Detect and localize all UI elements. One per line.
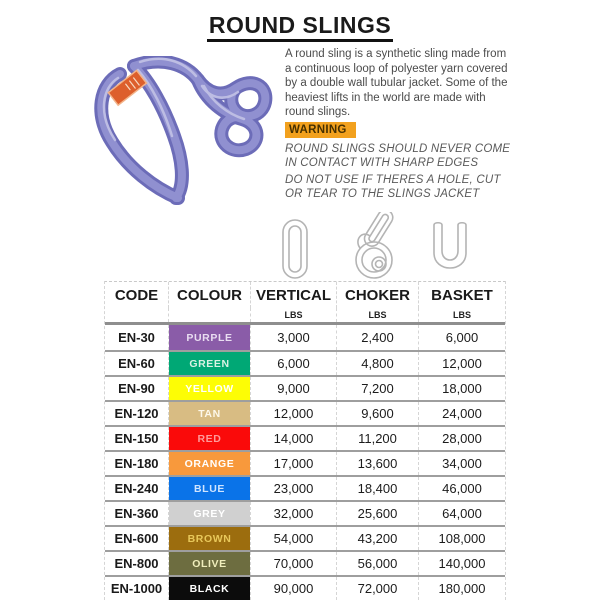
basket-lbs-cell: 18,000 — [442, 381, 482, 396]
choker-lbs-cell: 13,600 — [337, 452, 419, 475]
vertical-lbs-cell: 6,000 — [251, 352, 337, 375]
table-row — [105, 375, 505, 400]
units-spacer — [169, 308, 251, 322]
choker-lbs-cell: 43,200 — [337, 527, 419, 550]
vertical-lbs-cell: 23,000 — [251, 477, 337, 500]
table-row — [105, 325, 505, 350]
table-header-row — [105, 282, 505, 308]
code-cell: EN-240 — [105, 477, 169, 500]
vertical-hitch-icon — [280, 218, 310, 280]
basket-lbs-cell: 28,000 — [442, 431, 482, 446]
table-row — [105, 475, 505, 500]
vertical-lbs-cell: 32,000 — [251, 502, 337, 525]
colour-cell — [169, 377, 251, 400]
choker-lbs-cell: 9,600 — [337, 402, 419, 425]
colour-swatch: GREEN — [169, 352, 250, 375]
sling-capacity-table — [104, 281, 506, 600]
choker-lbs-cell: 72,000 — [337, 577, 419, 600]
choker-lbs-cell: 7,200 — [337, 377, 419, 400]
basket-lbs-cell: 140,000 — [438, 556, 486, 571]
vertical-lbs-cell: 14,000 — [251, 427, 337, 450]
code-cell: EN-90 — [105, 377, 169, 400]
page-title: ROUND SLINGS — [0, 12, 600, 39]
units-spacer — [105, 308, 169, 322]
warning-line-2: DO NOT USE IF THERES A HOLE, CUT OR TEAR TO THE SLINGS JACKET — [285, 174, 501, 200]
header-code: CODE — [105, 282, 169, 308]
colour-cell — [169, 325, 251, 350]
colour-swatch: TAN — [169, 402, 250, 425]
colour-swatch: YELLOW — [169, 377, 250, 400]
header-basket: BASKET — [431, 286, 493, 304]
basket-lbs-cell: 6,000 — [445, 330, 479, 345]
colour-cell — [169, 402, 251, 425]
warning-badge: WARNING — [285, 122, 356, 138]
colour-swatch: OLIVE — [169, 552, 250, 575]
table-units-row — [105, 308, 505, 322]
colour-cell — [169, 452, 251, 475]
colour-swatch: GREY — [169, 502, 250, 525]
table-row — [105, 450, 505, 475]
colour-swatch: PURPLE — [169, 325, 250, 350]
colour-cell — [169, 552, 251, 575]
basket-lbs-cell: 46,000 — [442, 481, 482, 496]
vertical-lbs-cell: 70,000 — [251, 552, 337, 575]
vertical-lbs-cell: 17,000 — [251, 452, 337, 475]
code-cell: EN-180 — [105, 452, 169, 475]
vertical-lbs-cell: 54,000 — [251, 527, 337, 550]
code-cell: EN-150 — [105, 427, 169, 450]
table-row — [105, 525, 505, 550]
table-row — [105, 350, 505, 375]
choker-lbs-cell: 4,800 — [337, 352, 419, 375]
code-cell: EN-1000 — [105, 577, 169, 600]
colour-swatch: RED — [169, 427, 250, 450]
choker-lbs-cell: 25,600 — [337, 502, 419, 525]
basket-lbs-cell: 34,000 — [442, 456, 482, 471]
colour-cell — [169, 352, 251, 375]
choker-lbs-cell: 11,200 — [337, 427, 419, 450]
intro-paragraph: A round sling is a synthetic sling made from a continuous loop of polyester yarn covered by a double wall tubular jacket. Some of the heaviest lifts in the world are made with round slings. — [285, 48, 508, 119]
basket-lbs-cell: 180,000 — [438, 581, 486, 596]
round-sling-photo — [90, 56, 275, 214]
colour-swatch: BLUE — [169, 477, 250, 500]
colour-cell — [169, 502, 251, 525]
code-cell: EN-360 — [105, 502, 169, 525]
table-row — [105, 500, 505, 525]
colour-swatch: BLACK — [169, 577, 250, 600]
basket-lbs-cell: 64,000 — [442, 506, 482, 521]
code-cell: EN-600 — [105, 527, 169, 550]
basket-lbs-cell: 12,000 — [442, 356, 482, 371]
choker-lbs-cell: 2,400 — [337, 325, 419, 350]
table-body — [105, 322, 505, 600]
units-label-choker: LBS — [337, 308, 419, 322]
code-cell: EN-30 — [105, 325, 169, 350]
table-row — [105, 425, 505, 450]
basket-lbs-cell: 24,000 — [442, 406, 482, 421]
vertical-lbs-cell: 9,000 — [251, 377, 337, 400]
colour-cell — [169, 527, 251, 550]
code-cell: EN-800 — [105, 552, 169, 575]
warning-line-1: ROUND SLINGS SHOULD NEVER COME IN CONTACT WITH SHARP EDGES — [285, 143, 511, 169]
colour-cell — [169, 427, 251, 450]
colour-swatch: ORANGE — [169, 452, 250, 475]
basket-lbs-cell: 108,000 — [438, 531, 486, 546]
vertical-lbs-cell: 3,000 — [251, 325, 337, 350]
code-cell: EN-60 — [105, 352, 169, 375]
vertical-lbs-cell: 90,000 — [251, 577, 337, 600]
table-row — [105, 550, 505, 575]
choker-lbs-cell: 56,000 — [337, 552, 419, 575]
choker-hitch-icon — [350, 212, 398, 282]
basket-hitch-icon — [429, 221, 471, 277]
table-row — [105, 575, 505, 600]
colour-cell — [169, 577, 251, 600]
table-row — [105, 400, 505, 425]
code-cell: EN-120 — [105, 402, 169, 425]
header-colour: COLOUR — [169, 282, 251, 308]
units-label-vertical: LBS — [251, 308, 337, 322]
colour-swatch: BROWN — [169, 527, 250, 550]
choker-lbs-cell: 18,400 — [337, 477, 419, 500]
colour-cell — [169, 477, 251, 500]
header-choker: CHOKER — [337, 282, 419, 308]
vertical-lbs-cell: 12,000 — [251, 402, 337, 425]
units-label-basket: LBS — [453, 310, 471, 320]
header-vertical: VERTICAL — [251, 282, 337, 308]
